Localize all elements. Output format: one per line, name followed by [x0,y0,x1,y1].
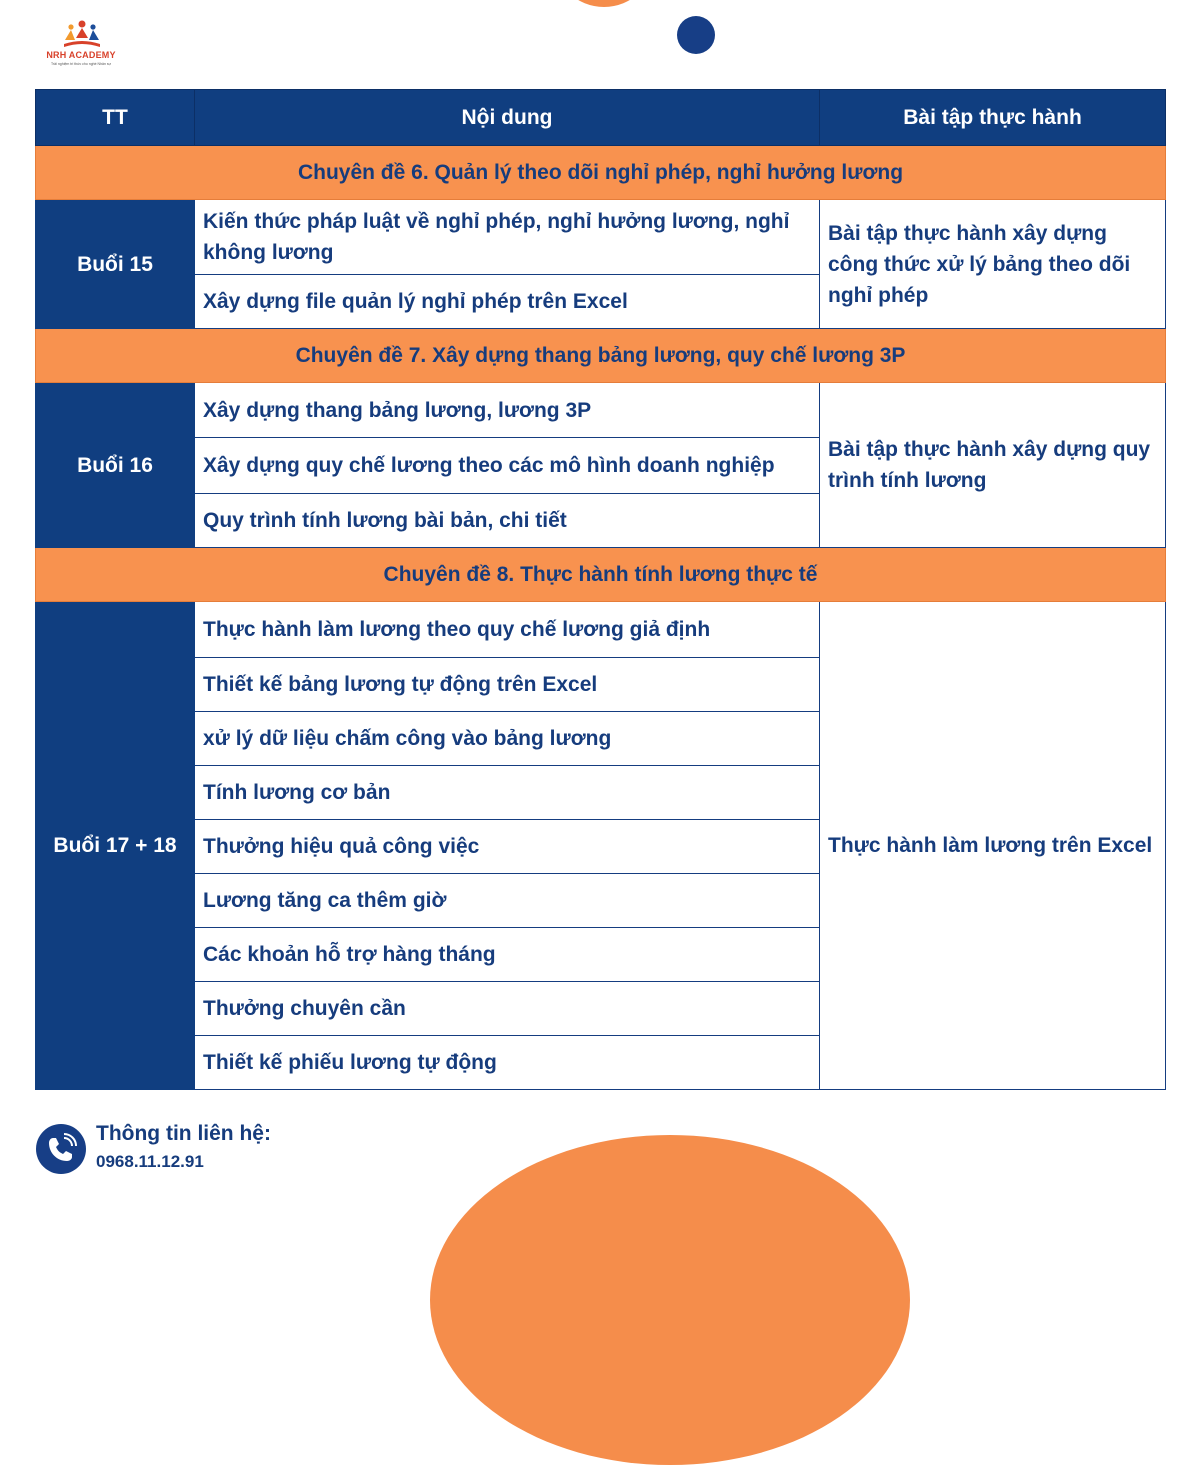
content-cell: Xây dựng quy chế lương theo các mô hình doanh nghiệp [195,438,820,494]
content-cell: Xây dựng thang bảng lương, lương 3P [195,383,820,438]
content-cell: xử lý dữ liệu chấm công vào bảng lương [195,712,820,766]
contact-phone[interactable]: 0968.11.12.91 [96,1152,204,1171]
contact-title: Thông tin liên hệ: [96,1122,271,1145]
table-row [36,602,1166,658]
session-cell: Buổi 16 [36,383,195,548]
contact-info [36,1122,436,1174]
content-cell: Lương tăng ca thêm giờ [195,874,820,928]
decor-blue-dot [677,16,715,54]
section-title: Chuyên đề 8. Thực hành tính lương thực tế [36,548,1166,602]
section-row [36,146,1166,200]
content-cell: Tính lương cơ bản [195,766,820,820]
content-cell: Thưởng hiệu quả công việc [195,820,820,874]
content-cell: Thiết kế phiếu lương tự động [195,1036,820,1090]
logo-name: NRH ACADEMY [46,50,116,60]
header-exercise: Bài tập thực hành [820,90,1166,146]
logo-tagline: Trải nghiệm tri thức cho nghề Nhân sự [50,62,111,66]
content-cell: Các khoản hỗ trợ hàng tháng [195,928,820,982]
content-cell: Thực hành làm lương theo quy chế lương giả định [195,602,820,658]
logo-people-icon [60,18,104,50]
exercise-cell: Bài tập thực hành xây dựng quy trình tính lương [820,383,1166,548]
academy-logo [36,18,126,76]
section-row [36,329,1166,383]
table-row [36,383,1166,438]
header-tt: TT [36,90,195,146]
section-row [36,548,1166,602]
section-title: Chuyên đề 7. Xây dựng thang bảng lương, quy chế lương 3P [36,329,1166,383]
exercise-cell: Thực hành làm lương trên Excel [820,602,1166,1090]
content-cell: Kiến thức pháp luật về nghỉ phép, nghỉ hưởng lương, nghỉ không lương [195,200,820,275]
content-cell: Thiết kế bảng lương tự động trên Excel [195,658,820,712]
content-cell: Thưởng chuyên cần [195,982,820,1036]
session-cell: Buổi 15 [36,200,195,329]
phone-icon[interactable] [36,1124,86,1174]
curriculum-table [35,89,1166,1090]
session-cell: Buổi 17 + 18 [36,602,195,1090]
content-cell: Xây dựng file quản lý nghỉ phép trên Excel [195,275,820,329]
section-title: Chuyên đề 6. Quản lý theo dõi nghỉ phép, nghỉ hưởng lương [36,146,1166,200]
exercise-cell: Bài tập thực hành xây dựng công thức xử lý bảng theo dõi nghỉ phép [820,200,1166,329]
header-row [36,90,1166,146]
decor-orange-circle-top [553,0,655,7]
content-cell: Quy trình tính lương bài bản, chi tiết [195,494,820,548]
table-row [36,200,1166,275]
decor-orange-circle-bottom [430,1135,910,1465]
header-content: Nội dung [195,90,820,146]
